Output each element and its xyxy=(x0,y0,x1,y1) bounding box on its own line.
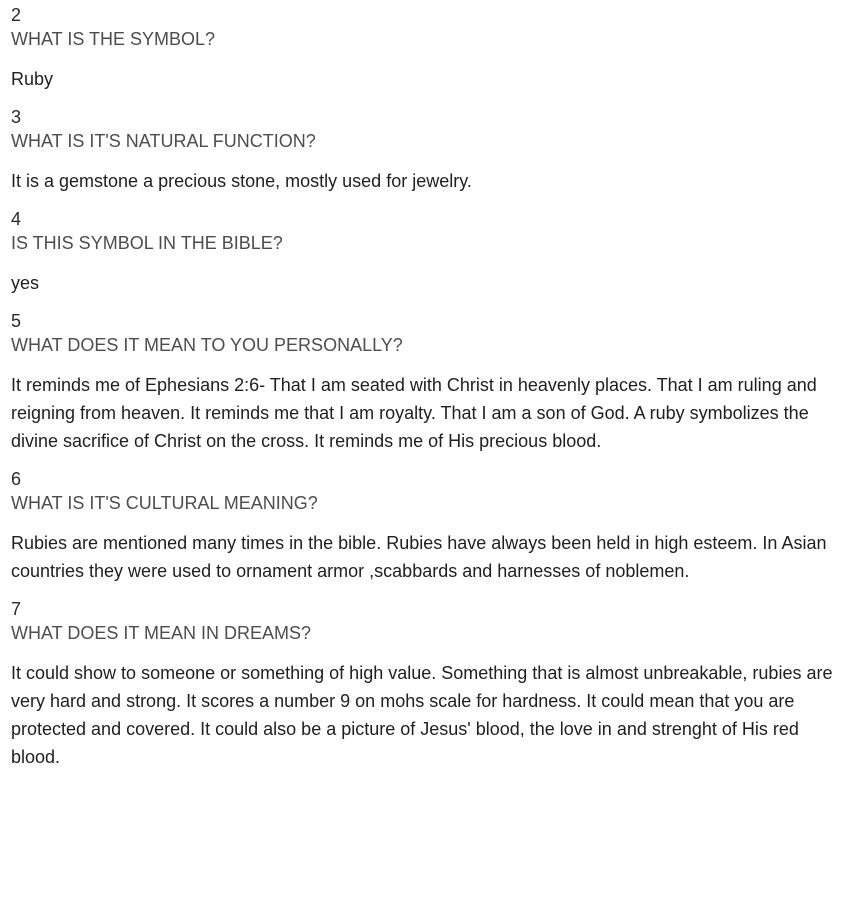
question-block-5 xyxy=(11,309,836,455)
answer-text: It reminds me of Ephesians 2:6- That I am seated with Christ in heavenly places. That I am ruling and reigning from heaven. It reminds me that I am royalty. That I am a son of God. A ruby symbolizes the divine sacrifice of Christ on the cross. It reminds me of His precious blood. xyxy=(11,375,817,451)
question-number: 3 xyxy=(11,107,22,127)
question-block-7 xyxy=(11,597,836,771)
answer-text: It is a gemstone a precious stone, mostly used for jewelry. xyxy=(11,171,472,191)
answer-text: Rubies are mentioned many times in the bible. Rubies have always been held in high esteem. In Asian countries they were used to ornament armor ,scabbards and harnesses of noblemen. xyxy=(11,533,827,581)
question-title: WHAT IS IT'S NATURAL FUNCTION? xyxy=(11,131,316,151)
question-number: 2 xyxy=(11,5,22,25)
question-title: IS THIS SYMBOL IN THE BIBLE? xyxy=(11,233,283,253)
question-title: WHAT IS THE SYMBOL? xyxy=(11,29,216,49)
question-title: WHAT DOES IT MEAN TO YOU PERSONALLY? xyxy=(11,335,403,355)
question-number: 7 xyxy=(11,599,22,619)
answer-text: Ruby xyxy=(11,69,54,89)
question-title: WHAT IS IT'S CULTURAL MEANING? xyxy=(11,493,318,513)
question-block-4 xyxy=(11,207,836,297)
answer-text: It could show to someone or something of high value. Something that is almost unbreakable, rubies are very hard and strong. It scores a number 9 on mohs scale for hardness. It could mean that you are protected and covered. It could also be a picture of Jesus' blood, the love in and strenght of His red blood. xyxy=(11,663,833,767)
question-number: 5 xyxy=(11,311,22,331)
question-block-2 xyxy=(11,3,836,93)
question-title: WHAT DOES IT MEAN IN DREAMS? xyxy=(11,623,312,643)
question-number: 6 xyxy=(11,469,22,489)
question-block-3 xyxy=(11,105,836,195)
question-block-6 xyxy=(11,467,836,585)
question-number: 4 xyxy=(11,209,22,229)
answer-text: yes xyxy=(11,273,40,293)
